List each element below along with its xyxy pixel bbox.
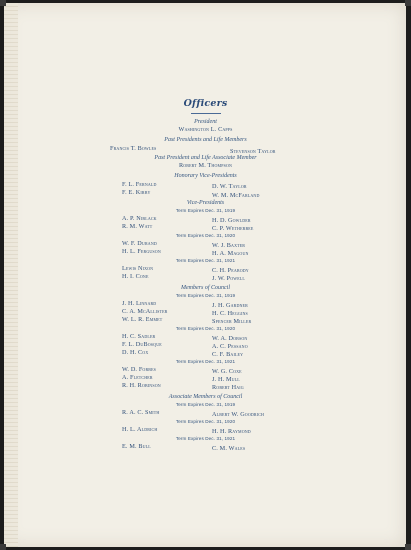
associate-council-member-name: E. M. Bull (122, 443, 151, 450)
vice-president-name: H. I. Cone (122, 273, 149, 280)
vice-president-name: H. A. Magoun (212, 250, 249, 257)
council-member-name: W. D. Forbes (122, 366, 157, 373)
vice-president-name: H. D. Gowlder (212, 217, 251, 224)
past-president-left: Francis T. Bowles (110, 145, 157, 152)
past-president-associate-heading: Past President and Life Associate Member (154, 155, 257, 161)
council-member-name: A. Fletcher (122, 374, 153, 381)
council-member-name: R. H. Robinson (122, 382, 161, 389)
council-member-name: C. F. Bailey (212, 351, 244, 358)
term-expires-label: Term Expires Dec. 31, 1920 (175, 326, 236, 331)
vice-president-name: W. J. Baxter (212, 242, 246, 249)
title-divider (191, 113, 221, 114)
term-expires-label: Term Expires Dec. 31, 1921 (175, 436, 236, 441)
vice-president-name: Lewis Nixon (122, 265, 154, 272)
council-member-name: J. H. Linnard (122, 300, 157, 307)
associate-council-member-name: R. A. C. Smith (122, 409, 160, 416)
associate-council-member-name: H. H. Raymond (212, 428, 251, 435)
council-member-name: J. H. Gardner (212, 302, 248, 309)
associate-council-heading: Associate Members of Council (168, 394, 243, 400)
page-corner (405, 0, 411, 6)
term-expires-label: Term Expires Dec. 31, 1919 (175, 293, 236, 298)
council-member-name: F. L. DuBosque (122, 341, 162, 348)
president-heading: President (194, 119, 217, 125)
council-member-name: W. L. R. Emmet (122, 316, 163, 323)
vice-president-name: C. P. Wetherbee (212, 225, 254, 232)
council-member-name: W. A. Dobson (212, 335, 248, 342)
council-member-name: H. C. Heggins (212, 310, 248, 317)
vice-president-name: A. P. Niblack (122, 215, 157, 222)
page-corner (405, 544, 411, 550)
vice-president-name: R. M. Watt (122, 223, 153, 230)
honorary-vp-heading: Honorary Vice-Presidents (174, 173, 237, 179)
term-expires-label: Term Expires Dec. 31, 1920 (175, 233, 236, 238)
term-expires-label: Term Expires Dec. 31, 1921 (175, 359, 236, 364)
council-member-name: H. C. Sadler (122, 333, 156, 340)
term-expires-label: Term Expires Dec. 31, 1919 (175, 208, 236, 213)
honorary-vp-name: F. E. Kirby (122, 189, 151, 196)
honorary-vp-name: F. L. Fernald (122, 181, 157, 188)
council-member-name: D. H. Cox (122, 349, 149, 356)
honorary-vp-name: W. M. McFarland (212, 192, 260, 199)
president-name: Washington L. Capps (178, 126, 233, 133)
council-member-name: J. H. Mull (212, 376, 240, 383)
term-expires-label: Term Expires Dec. 31, 1919 (175, 402, 236, 407)
council-member-name: Spencer Miller (212, 318, 252, 325)
associate-council-member-name: Albert W. Goodrich (212, 411, 265, 418)
vice-president-name: J. W. Powell (212, 275, 245, 282)
past-president-associate-name: Robert M. Thompson (178, 162, 233, 169)
honorary-vp-name: D. W. Taylor (212, 183, 247, 190)
term-expires-label: Term Expires Dec. 31, 1921 (175, 258, 236, 263)
past-presidents-heading: Past Presidents and Life Members (164, 137, 247, 143)
term-expires-label: Term Expires Dec. 31, 1920 (175, 419, 236, 424)
page-corner (0, 0, 6, 6)
past-president-right: Stevenson Taylor (230, 148, 276, 155)
council-member-name: C. A. McAllister (122, 308, 168, 315)
council-member-name: A. C. Pessano (212, 343, 248, 350)
vice-president-name: C. H. Peabody (212, 267, 249, 274)
associate-council-member-name: H. L. Aldrich (122, 426, 158, 433)
vice-president-name: W. F. Durand (122, 240, 157, 247)
page-title: Officers (183, 98, 228, 109)
vice-presidents-heading: Vice-Presidents (186, 200, 225, 206)
council-member-name: W. G. Coxe (212, 368, 242, 375)
council-heading: Members of Council (181, 285, 230, 291)
page-corner (0, 544, 6, 550)
council-member-name: Robert Haig (212, 384, 244, 391)
vice-president-name: H. L. Ferguson (122, 248, 161, 255)
associate-council-member-name: C. M. Wales (212, 445, 246, 452)
